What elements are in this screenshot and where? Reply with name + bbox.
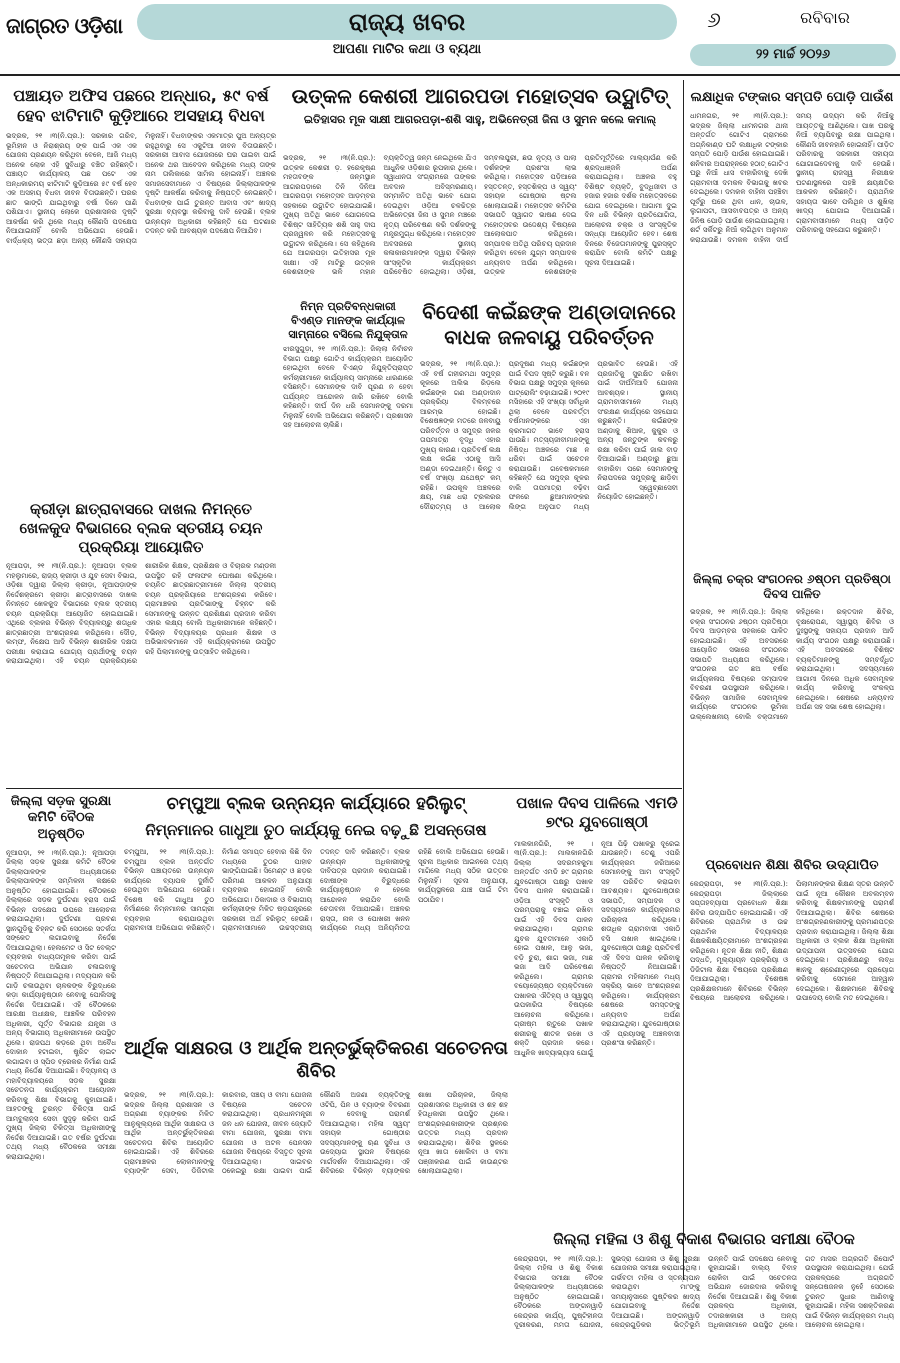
article-fire-day-body: ମାଲକାନଗିରି, ୨୧ ।୩(ନି.ପ୍ର.): ମାଲକାନଗିରି ଜିଲ୍ଲା ସଦରମହକୁମା ଅନ୍ତର୍ଗତ ଏମଡି ୭୯ ଗ୍ରାମର ଯୁବଗୋଷ୍ଠୀ ପକ୍ଷରୁ ପଖାଳ ଦିବସ ପାଳନ କରାଯାଇଛି। ଓଡ଼ିଆ ସଂସ୍କୃତି ଓ ପରମ୍ପରାକୁ ବଞ୍ଚାଇ ରଖିବା ପାଇଁ ଏହି ଦିବସ ପାଳନ କରାଯାଇଥିଲା। ଗ୍ରାମର ଯୁବକ ଯୁବତୀମାନେ ଏକାଠି ହୋଇ ପଖାଳ, ଆଳୁ ଭଜା, ବଡ଼ି ଚୁରା, ଶାଗ ଭଜା, ମାଛ ଭଜା ଆଦି ପରିବେଷଣ କରିଥିଲେ। ଗ୍ରାମର ବୟୋଜ୍ୟେଷ୍ଠ ବ୍ୟକ୍ତିମାନେ ପଖାଳର ଐତିହ୍ୟ ଓ ସ୍ୱାସ୍ଥ୍ୟ ଉପକାରିତା ବିଷୟରେ ଆଲୋଚନା କରିଥିଲେ। ଗ୍ରୀଷ୍ମ ଋତୁରେ ପଖାଳ ଶରୀରକୁ ଶୀତଳ ରଖେ ଓ ଶକ୍ତି ପ୍ରଦାନ କରେ। ଆଧୁନିକ ଖାଦ୍ୟାଭ୍ୟାସ ଯୋଗୁଁ ନୂଆ ପିଢ଼ି ପଖାଳରୁ ଦୂରେଇ ଯାଉଛନ୍ତି। ତେଣୁ ଏପରି କାର୍ଯ୍ୟକ୍ରମ ଜରିଆରେ ସେମାନଙ୍କୁ ଆମ ସଂସ୍କୃତି ସହ ପରିଚିତ କରାଇବା ଆବଶ୍ୟକ। ଯୁବଗୋଷ୍ଠୀର ସଭାପତି, ସମ୍ପାଦକ ଓ ସଦସ୍ୟମାନେ କାର୍ଯ୍ୟକ୍ରମର ପରିଚାଳନା କରିଥିଲେ। ଶତାଧିକ ଗ୍ରାମବାସୀ ଏକାଠି ବସି ପଖାଳ ଖାଇଥିଲେ। ଯୁବଗୋଷ୍ଠୀ ପକ୍ଷରୁ ପ୍ରତିବର୍ଷ ଏହି ଦିବସ ପାଳନ କରିବାକୁ ନିଷ୍ପତ୍ତି ନିଆଯାଇଛି। ଗ୍ରାମର ମହିଳାମାନେ ମଧ୍ୟ ସକ୍ରିୟ ଭାବେ ଅଂଶଗ୍ରହଣ କରିଥିଲେ। କାର୍ଯ୍ୟକ୍ରମ ଶେଷରେ ସମସ୍ତଙ୍କୁ ଧନ୍ୟବାଦ ଅର୍ପଣ କରାଯାଇଥିଲା। ଯୁବଗୋଷ୍ଠୀର ଏହି ପ୍ରୟାସକୁ ଅଞ୍ଚଳବାସୀ ପ୍ରଶଂସା କରିଛନ୍ତି।	[514, 839, 680, 1057]
article-block-dev	[124, 794, 508, 1038]
article-road-safety-headline: ଜିଲ୍ଲା ସଡ଼କ ସୁରକ୍ଷା କମିଟି ବୈଠକ ଅନୁଷ୍ଠିତ	[10, 794, 112, 842]
article-festival	[283, 84, 677, 127]
article-fire-day	[514, 794, 680, 1260]
article-protest-body: ଝାରସୁଗୁଡ଼ା, ୨୧ ।୩(ନି.ପ୍ର.): ଜିଲ୍ଲା ନିର୍ବାଚନ ବିଭାଗ ପକ୍ଷରୁ ଗୋଟିଏ କାର୍ଯ୍ୟକ୍ରମ ଆୟୋଜିତ ହୋଇଥିବା ବେଳେ ବିଏଣ୍ଡ ନିଯୁକ୍ତିପ୍ରାପ୍ତ କର୍ମଚାରୀମାନେ କାର୍ଯ୍ୟାଳୟ ସାମ୍ନାରେ ଧାରଣାରେ ବସିଛନ୍ତି। ସେମାନଙ୍କ ଦାବି ପୂରଣ ନ ହେବା ପର୍ଯ୍ୟନ୍ତ ଆନ୍ଦୋଳନ ଜାରି ରଖିବେ ବୋଲି କହିଛନ୍ତି। ଦୀର୍ଘ ଦିନ ଧରି ସେମାନଙ୍କୁ ଦରମା ମିଳୁନାହିଁ ବୋଲି ଅଭିଯୋଗ କରିଛନ୍ତି। ପ୍ରଶାସନ ସହ ଆଲୋଚନା ଚାଲିଛି।	[283, 345, 413, 430]
article-widow	[6, 86, 276, 432]
article-sports-body: ନୂଆପଡ଼ା, ୨୧ ।୩(ନି.ପ୍ର.): ନୂଆପଡ଼ା ବ୍ଲକ ମହଲୁମାରେ, ରାଜ୍ୟ କ୍ରୀଡ଼ା ଓ ଯୁବ ସେବା ବିଭାଗ, ଓଡ଼ିଶା ଦ୍ୱାରା ଜିଲ୍ଲା କ୍ରୀଡ଼ା, ନୂଆପଡ଼ାଙ୍କ ନିର୍ଦ୍ଦେଶକ୍ରମେ କ୍ରୀଡ଼ା ଛାତ୍ରାବାସରେ ଦାଖଲ ନିମନ୍ତେ ଖେଳକୁଦ ବିଭାଗରେ ବ୍ଲକ ସ୍ତରୀୟ ଚୟନ ପ୍ରକ୍ରିୟା ଆୟୋଜିତ ହୋଇଯାଇଛି। ଏଥିରେ ବ୍ଲକର ବିଭିନ୍ନ ବିଦ୍ୟାଳୟରୁ ଶତାଧିକ ଛାତ୍ରଛାତ୍ରୀ ଅଂଶଗ୍ରହଣ କରିଥିଲେ। ଦୌଡ଼, ଲମ୍ଫ, ନିକ୍ଷେପ ଆଦି ବିଭିନ୍ନ ଶାରୀରିକ ଦକ୍ଷତା ପରୀକ୍ଷା କରାଯାଇ ଯୋଗ୍ୟ ପ୍ରାର୍ଥୀଙ୍କୁ ଚୟନ କରାଯାଇଥିଲା। ଏହି ଚୟନ ପ୍ରକ୍ରିୟାରେ ଶାରୀରିକ ଶିକ୍ଷକ, ପ୍ରଶିକ୍ଷକ ଓ ବିଚାରକ ମଣ୍ଡଳୀ ଉପସ୍ଥିତ ରହି ଫଳାଫଳ ଘୋଷଣା କରିଥିଲେ। ଚୟନିତ ଛାତ୍ରଛାତ୍ରୀମାନେ ଜିଲ୍ଲା ସ୍ତରୀୟ ଚୟନ ପ୍ରକ୍ରିୟାରେ ଅଂଶଗ୍ରହଣ କରିବେ। ଗ୍ରାମାଞ୍ଚଳର ପ୍ରତିଭାଙ୍କୁ ଚିହ୍ନଟ କରି ସେମାନଙ୍କୁ ଉନ୍ନତ ପ୍ରଶିକ୍ଷଣ ପ୍ରଦାନ କରିବା ଏହାର ଲକ୍ଷ୍ୟ ବୋଲି ଅଧିକାରୀମାନେ କହିଛନ୍ତି। ବିଭିନ୍ନ ବିଦ୍ୟାଳୟର ପ୍ରଧାନ ଶିକ୍ଷକ ଓ ଅଭିଭାବକମାନେ ଏହି କାର୍ଯ୍ୟକ୍ରମରେ ଉପସ୍ଥିତ ରହି ପିଲାମାନଙ୍କୁ ଉତ୍ସାହିତ କରିଥିଲେ।	[6, 562, 276, 666]
sidebar-divider	[683, 80, 684, 1280]
article-block-dev-subheadline: ନିମ୍ନମାନର ଗାଧୁଆ ତୁଠ କାର୍ଯ୍ୟକୁ ନେଇ ବଢ଼ୁଛି ଅସନ୍ତୋଷ	[145, 821, 487, 840]
article-lakhs	[690, 90, 894, 542]
article-protest-headline: ନିମ୍ନ ପ୍ରତିବନ୍ଧକାରୀ ବିଏଣ୍ଡ ମାନଙ୍କ କାର୍ଯ୍ୟାଳ ସାମ୍ନାରେ ବସିଲେ ନିଯୁକ୍ତାଳ	[288, 300, 408, 341]
article-climate-headline: ବିଦେଶୀ କଇଁଛଙ୍କ ଅଣ୍ଡାଦାନରେ ବାଧକ ଜଳବାୟୁ ପରିବର୍ତ୍ତନ	[422, 300, 676, 349]
article-awareness-body: କେନ୍ଦ୍ରାପଡ଼ା, ୨୧ ।୩(ନି.ପ୍ର.): କେନ୍ଦ୍ରାପଡ଼ା ଜିଲ୍ଲାରେ ସପ୍ତାହବ୍ୟାପୀ ପ୍ରବୋଧନ ଶିକ୍ଷା ଶିବିର ଉଦ୍ଯାପିତ ହୋଇଯାଇଛି। ଏହି ଶିବିରରେ ପ୍ରାଥମିକ ଓ ଉଚ୍ଚ ପ୍ରାଥମିକ ବିଦ୍ୟାଳୟର ଶିକ୍ଷକଶିକ୍ଷୟିତ୍ରୀମାନେ ଅଂଶଗ୍ରହଣ କରିଥିଲେ। ନୂତନ ଶିକ୍ଷା ନୀତି, ଶିକ୍ଷଣ ପଦ୍ଧତି, ମୂଲ୍ୟାୟନ ପ୍ରକ୍ରିୟା ଓ ଡିଜିଟାଲ ଶିକ୍ଷା ବିଷୟରେ ପ୍ରଶିକ୍ଷଣ ଦିଆଯାଇଥିଲା। ବିଶେଷଜ୍ଞ ପ୍ରଶିକ୍ଷକମାନେ ଶିବିରରେ ବିଭିନ୍ନ ବିଷୟରେ ଆଲୋଚନା କରିଥିଲେ। ପିଲାମାନଙ୍କର ଶିକ୍ଷଣ ସ୍ତର ଉନ୍ନତି ପାଇଁ ନୂଆ କୌଶଳ ଅବଲମ୍ବନ କରିବାକୁ ଶିକ୍ଷକମାନଙ୍କୁ ପରାମର୍ଶ ଦିଆଯାଇଥିଲା। ଶିବିର ଶେଷରେ ଅଂଶଗ୍ରହଣକାରୀଙ୍କୁ ପ୍ରମାଣପତ୍ର ପ୍ରଦାନ କରାଯାଇଥିଲା। ଜିଲ୍ଲା ଶିକ୍ଷା ଅଧିକାରୀ ଓ ବ୍ଲକ ଶିକ୍ଷା ଅଧିକାରୀ ଉଦ୍ଯାପନୀ ଉତ୍ସବରେ ଯୋଗ ଦେଇଥିଲେ। ପ୍ରଶିକ୍ଷଣରୁ ଲବ୍ଧ ଜ୍ଞାନକୁ ଶ୍ରେଣୀଗୃହରେ ପ୍ରୟୋଗ କରିବାକୁ ସେମାନେ ଆହ୍ୱାନ ଦେଇଥିଲେ। ଶିକ୍ଷକମାନେ ଶିବିରକୁ ଉପାଦେୟ ବୋଲି ମତ ଦେଇଥିଲେ।	[690, 880, 894, 1003]
article-widow-headline: ପଞ୍ଚାୟତ ଅଫିସ ପଛରେ ଅନ୍ଧାର, ୫୯ ବର୍ଷ ହେବ ଝାଟିମାଟି କୁଡ଼ିଆରେ ଅସହାୟ ବିଧବା	[13, 86, 269, 125]
article-protest	[283, 300, 413, 705]
article-festival-headline: ଉତ୍କଳ କେଶରୀ ଆଗରପଡା ମହୋତ୍ସବ ଉଦ୍ଘାଟିତ୍	[291, 84, 669, 108]
section-title: ରାଜ୍ୟ ଖବର	[348, 8, 466, 36]
day-name: ରବିବାର	[800, 8, 850, 27]
tagline: ଆପଣା ମାଟିର କଥା ଓ ବ୍ୟଥା	[332, 42, 482, 57]
article-lakhs-headline: ଲକ୍ଷାଧିକ ଟଙ୍କାର ସମ୍ପତି ପୋଡ଼ି ପାଉଁଶ	[690, 90, 894, 105]
article-festival-subheadline: ଇତିହାସର ମୂକ ସାକ୍ଷୀ ଆଗରପଡ଼ା-ଶଶି ସାହୁ, ଅଭିନେତ୍ରୀ ଜିନା ଓ ସୁମନ କଲେ କମାଲ୍	[303, 113, 657, 126]
article-literacy-body: ଭଦ୍ରକ, ୨୧ ।୩(ନି.ପ୍ର.): ଭଦ୍ରକ ଜିଲ୍ଲା ପ୍ରଶାସନ ଓ ଅଗ୍ରଣୀ ବ୍ୟାଙ୍କର ମିଳିତ ଆନୁକୂଲ୍ୟରେ ଆର୍ଥିକ ସାକ୍ଷରତା ଓ ଆର୍ଥିକ ଅନ୍ତର୍ଭୁକ୍ତିକରଣ ସଚେତନତା ଶିବିର ଆୟୋଜିତ ହୋଇଯାଇଛି। ଏହି ଶିବିରରେ ଗ୍ରାମାଞ୍ଚଳର ଲୋକମାନଙ୍କୁ ବ୍ୟାଙ୍କିଂ ସେବା, ଡିଜିଟାଲ କାରବାର, ସଞ୍ଚୟ ଓ ବୀମା ଯୋଜନା ବିଷୟରେ ସଚେତନ କରାଯାଇଥିଲା। ପ୍ରଧାନମନ୍ତ୍ରୀ ଜନ ଧନ ଯୋଜନା, ଜୀବନ ଜ୍ୟୋତି ବୀମା ଯୋଜନା, ସୁରକ୍ଷା ବୀମା ଯୋଜନା ଓ ଅଟଳ ପେନସନ ଯୋଜନା ବିଷୟରେ ବିସ୍ତୃତ ସୂଚନା ଦିଆଯାଇଥିଲା। ସାଇବର ଠକେଇରୁ ରକ୍ଷା ପାଇବା ପାଇଁ କୌଣସି ଅଜଣା ବ୍ୟକ୍ତିଙ୍କୁ ଓଟିପି, ପିନ ଓ ବ୍ୟାଙ୍କ ବିବରଣୀ ନ ଦେବାକୁ ପରାମର୍ଶ ଦିଆଯାଇଥିଲା। ମହିଳା ସ୍ୱୟଂ ସହାୟକ ଗୋଷ୍ଠୀର ସଦସ୍ୟମାନଙ୍କୁ ଋଣ ସୁବିଧା ଓ ଉଦ୍ୟୋଗ ସ୍ଥାପନ ବିଷୟରେ ମାର୍ଗଦର୍ଶନ ଦିଆଯାଇଥିଲା। ଏହି ଶିବିରରେ ବିଭିନ୍ନ ବ୍ୟାଙ୍କର ଶାଖା ପରିଚାଳକ, ଜିଲ୍ଲା ପ୍ରଶାସନର ଅଧିକାରୀ ଓ ଶହ ଶହ ହିତାଧିକାରୀ ଉପସ୍ଥିତ ଥିଲେ। ଅଂଶଗ୍ରହଣକାରୀଙ୍କ ପ୍ରଶ୍ନର ଉତ୍ତର ମଧ୍ୟ ପ୍ରଦାନ କରାଯାଇଥିଲା। ଶିବିର ସ୍ଥଳରେ ନୂଆ ଖାତା ଖୋଲିବା ଓ ବୀମା ପଞ୍ଜୀକରଣ ପାଇଁ କାଉଣ୍ଟର ଖୋଲାଯାଇଥିଲା।	[124, 1091, 508, 1175]
page-number: ୬	[707, 8, 721, 33]
article-women-child-body: କେନ୍ଦ୍ରାପଡ଼ା, ୨୧ ।୩(ନି.ପ୍ର.): ଜିଲ୍ଲା ମହିଳା ଓ ଶିଶୁ ବିକାଶ ବିଭାଗର ସମୀକ୍ଷା ବୈଠକ ଜିଲ୍ଲାପାଳଙ୍କ ଅଧ୍ୟକ୍ଷତାରେ ଅନୁଷ୍ଠିତ ହୋଇଯାଇଛି। ବୈଠକରେ ଅଙ୍ଗନୱାଡ଼ି କେନ୍ଦ୍ରର କାର୍ଯ୍ୟ, ପୁଷ୍ଟିହୀନତା ଦୂରୀକରଣ, ମମତା ଯୋଜନା, ସୁଭଦ୍ରା ଯୋଜନା ଓ ଶିଶୁ ସୁରକ୍ଷା ଯୋଜନାର ସମୀକ୍ଷା କରାଯାଇଥିଲା। ଗର୍ଭବତୀ ମହିଳା ଓ ସ୍ତନ୍ୟପାନ କରାଉଥିବା ମା'ଙ୍କୁ ସମୟାନୁସାରେ ପୁଷ୍ଟିକର ଖାଦ୍ୟ ଯୋଗାଇବାକୁ ନିର୍ଦ୍ଦେଶ ଦିଆଯାଇଛି। ଅଙ୍ଗନୱାଡ଼ି କେନ୍ଦ୍ରଗୁଡ଼ିକର ଭିତ୍ତିଭୂମି ଉନ୍ନତି ପାଇଁ ପଦକ୍ଷେପ ନେବାକୁ କୁହାଯାଇଛି। ବାଲ୍ୟ ବିବାହ ରୋକିବା ପାଇଁ ସଚେତନତା ଅଭିଯାନ ଜୋରଦାର କରିବାକୁ ନିର୍ଦ୍ଦେଶ ଦିଆଯାଇଛି। ଶିଶୁ ବିକାଶ ପ୍ରକଳ୍ପ ଅଧିକାରୀ, ତଦାରଖକାରୀ ଓ ଅନ୍ୟ ଅଧିକାରୀମାନେ ଉପସ୍ଥିତ ଥିଲେ। ଗତ ମାସର ଅଗ୍ରଗତି ରିପୋର୍ଟ ଉପସ୍ଥାପନ କରାଯାଇଥିଲା। ଯେଉଁ ପ୍ରକଳ୍ପରେ ଅଗ୍ରଗତି ସନ୍ତୋଷଜନକ ନୁହେଁ ସେଠାରେ ତୁରନ୍ତ ସୁଧାର ଆଣିବାକୁ କୁହାଯାଇଛି। ମହିଳା ସଶକ୍ତିକରଣ ପାଇଁ ବିଭିନ୍ନ କାର୍ଯ୍ୟକ୍ରମ ମଧ୍ୟ ଆଲୋଚନା ହୋଇଥିଲା।	[514, 1254, 894, 1330]
issue-date: ୨୨ ମାର୍ଚ୍ଚ ୨୦୨୬	[690, 44, 896, 66]
article-climate-body: ଭଦ୍ରକ, ୨୧ ।୩(ନି.ପ୍ର.): ଏହି ବର୍ଷ ଗହୀରମଥା ସମୁଦ୍ର କୂଳରେ ଅଲିଭ ରିଡ଼ଲେ କଇଁଛଙ୍କ ଗଣ ଅଣ୍ଡାଦାନ ପ୍ରକ୍ରିୟା ବିଳମ୍ବରେ ଆରମ୍ଭ ହୋଇଛି। ବିଶେଷଜ୍ଞଙ୍କ ମତରେ ଜଳବାୟୁ ପରିବର୍ତ୍ତନ ଓ ସମୁଦ୍ର ଜଳର ତାପମାତ୍ରା ବୃଦ୍ଧି ଏହାର ମୁଖ୍ୟ କାରଣ। ପ୍ରତିବର୍ଷ ଲକ୍ଷ ଲକ୍ଷ କଇଁଛ ଏଠାକୁ ଆସି ଅଣ୍ଡା ଦେଇଥାନ୍ତି। କିନ୍ତୁ ଏ ବର୍ଷ ସଂଖ୍ୟା ଯଥେଷ୍ଟ କମ୍ ରହିଛି। ଉପକୂଳ ଅଞ୍ଚଳରେ କ୍ଷୟ, ମାଛ ଧରା ଟ୍ରଲରର ଦୌରାତ୍ମ୍ୟ ଓ ଆଲୋକ ପ୍ରଦୂଷଣ ମଧ୍ୟ କଇଁଛଙ୍କ ପାଇଁ ବିପଦ ସୃଷ୍ଟି କରୁଛି। ବନ ବିଭାଗ ପକ୍ଷରୁ ସମୁଦ୍ର କୂଳରେ ପାଟ୍ରୋଲିଂ ବଢ଼ାଯାଇଛି। ୨୦୧୯ ମସିହାରେ ଏହି ସଂଖ୍ୟା ସର୍ବାଧିକ ଥିଲା ବେଳେ ପରବର୍ତ୍ତୀ ବର୍ଷମାନଙ୍କରେ ଏହା କ୍ରମାଗତ ଭାବେ ହ୍ରାସ ପାଉଛି। ମତ୍ସ୍ୟଜୀବୀମାନଙ୍କୁ ନିଷିଦ୍ଧ ଅଞ୍ଚଳରେ ମାଛ ନ ଧରିବା ପାଇଁ ସଚେତନ କରାଯାଉଛି। ଗବେଷକମାନେ କହିଛନ୍ତି ଯେ ସମୁଦ୍ର କୂଳର ବାଲି ତାପମାତ୍ରା ବଢ଼ିବା ଫଳରେ ଛୁଆମାନଙ୍କର ଲିଙ୍ଗ ଅନୁପାତ ମଧ୍ୟ ପ୍ରଭାବିତ ହେଉଛି। ଏହି ପ୍ରଜାତିକୁ ସୁରକ୍ଷିତ ରଖିବା ପାଇଁ ଦୀର୍ଘମିଆଦି ଯୋଜନା ଆବଶ୍ୟକ। ସ୍ଥାନୀୟ ଗ୍ରାମବାସୀମାନେ ମଧ୍ୟ ସଂରକ୍ଷଣ କାର୍ଯ୍ୟରେ ସହଯୋଗ କରୁଛନ୍ତି। କଇଁଛଙ୍କ ଅଣ୍ଡାକୁ ଶିଆଳ, କୁକୁର ଓ ଅନ୍ୟ ଜନ୍ତୁଙ୍କ କବଳରୁ ରକ୍ଷା କରିବା ପାଇଁ ଜାଲ ବାଡ଼ ଦିଆଯାଇଛି। ଅଣ୍ଡାରୁ ଛୁଆ ବାହାରିବା ପରେ ସେମାନଙ୍କୁ ନିରାପଦରେ ସମୁଦ୍ରକୁ ଛାଡ଼ିବା ପାଇଁ ସ୍ୱେଚ୍ଛାସେବୀ ନିୟୋଜିତ ହୋଇଛନ୍ତି।	[420, 360, 678, 511]
article-women-child-headline: ଜିଲ୍ଲା ମହିଳା ଓ ଶିଶୁ ବିକାଶ ବିଭାଗର ସମୀକ୍ଷା ବୈଠକ	[553, 1230, 855, 1248]
section-rule-1	[6, 788, 682, 789]
article-literacy	[124, 1038, 508, 1291]
article-awareness	[690, 858, 894, 1180]
article-road-safety	[6, 794, 116, 1319]
article-consumer-day-body: ଭଦ୍ରକ, ୨୧ ।୩(ନି.ପ୍ର.): ଜିଲ୍ଲା ଚକ୍ର ସଂଗଠନର ୬ଷ୍ଠମ ପ୍ରତିଷ୍ଠା ଦିବସ ଆଡ଼ମ୍ବର ସହକାରେ ପାଳିତ ହୋଇଯାଇଛି। ଏହି ଅବସରରେ ଆୟୋଜିତ ସଭାରେ ସଂଗଠନର ସଭାପତି ଅଧ୍ୟକ୍ଷତା କରିଥିଲେ। ସଂଗଠନର ଗତ ଛଅ ବର୍ଷର କାର୍ଯ୍ୟକଳାପ ବିଷୟରେ ସମ୍ପାଦକ ବିବରଣୀ ଉପସ୍ଥାପନ କରିଥିଲେ। ବିଭିନ୍ନ ସାମାଜିକ ସେବାମୂଳକ କାର୍ଯ୍ୟରେ ସଂଗଠନର ଭୂମିକା ଉଲ୍ଲେଖନୀୟ ବୋଲି ବକ୍ତାମାନେ କହିଥିଲେ। ରକ୍ତଦାନ ଶିବିର, ବୃକ୍ଷରୋପଣ, ସ୍ୱାସ୍ଥ୍ୟ ଶିବିର ଓ ଦୁଃସ୍ଥଙ୍କୁ ସହାୟତା ପ୍ରଦାନ ଆଦି କାର୍ଯ୍ୟ ସଂଗଠନ ପକ୍ଷରୁ କରାଯାଉଛି। ଏହି ଅବସରରେ ବିଶିଷ୍ଟ ବ୍ୟକ୍ତିମାନଙ୍କୁ ସମ୍ବର୍ଦ୍ଧିତ କରାଯାଇଥିଲା। ସଦସ୍ୟମାନେ ଆଗାମୀ ଦିନରେ ଅଧିକ ସେବାମୂଳକ କାର୍ଯ୍ୟ କରିବାକୁ ସଂକଳ୍ପ ନେଇଥିଲେ। ଶେଷରେ ଧନ୍ୟବାଦ ଅର୍ପଣ ସହ ସଭା ଶେଷ ହୋଇଥିଲା।	[690, 608, 894, 721]
article-sports-headline: କ୍ରୀଡ଼ା ଛାତ୍ରାବାସରେ ଦାଖଲ ନିମନ୍ତେ ଖେଳକୁଦ ବିଭାଗରେ ବ୍ଲକ ସ୍ତରୀୟ ଚୟନ ପ୍ରକ୍ରିୟା ଆୟୋଜିତ	[19, 500, 263, 556]
masthead	[0, 0, 900, 74]
article-lakhs-body: ଧାମନଗର, ୨୧ ।୩(ନି.ପ୍ର.): ଭଦ୍ରକ ଜିଲ୍ଲା ଧାମନଗର ଥାନା ଅନ୍ତର୍ଗତ ଗୋଟିଏ ଗ୍ରାମରେ ଅଗ୍ନିକାଣ୍ଡ ଘଟି ଲକ୍ଷାଧିକ ଟଙ୍କାର ସମ୍ପତି ପୋଡ଼ି ପାଉଁଶ ହୋଇଯାଇଛି। ଶନିବାର ଅପରାହ୍ନରେ ହଠାତ୍ ଗୋଟିଏ ଘରୁ ନିଆଁ ଧାସ ବାହାରିବାକୁ ଦେଖି ଗ୍ରାମବାସୀ ଦମକଳ ବିଭାଗକୁ ଖବର ଦେଇଥିଲେ। ଦମକଳ ବାହିନୀ ପହଞ୍ଚିବା ପୂର୍ବରୁ ଘରେ ଥିବା ଧାନ, ଚାଉଳ, ଲୁଗାପଟା, ଆସବାବପତ୍ର ଓ ଅନ୍ୟ ଜିନିଷ ପୋଡ଼ି ପାଉଁଶ ହୋଇଯାଇଥିଲା। ଶର୍ଟ ସର୍କିଟରୁ ନିଆଁ ଲାଗିଥିବା ଅନୁମାନ କରାଯାଉଛି। ଦମକଳ ବାହିନୀ ଦୀର୍ଘ ସମୟ ଉଦ୍ୟମ କରି ନିଆଁକୁ ଆୟତ୍ତକୁ ଆଣିଥିଲେ। ପାଖ ଘରକୁ ନିଆଁ ବ୍ୟାପିବାରୁ ରକ୍ଷା ପାଇଥିଲା। କୌଣସି ଜୀବନହାନି ହୋଇନାହିଁ। ପୀଡ଼ିତ ପରିବାରକୁ ସରକାରୀ ସହାୟତା ଯୋଗାଇଦେବାକୁ ଦାବି ହେଉଛି। ସ୍ଥାନୀୟ ରାଜସ୍ୱ ନିରୀକ୍ଷକ ଘଟଣାସ୍ଥଳରେ ପହଞ୍ଚି କ୍ଷୟକ୍ଷତିର ଆକଳନ କରିଛନ୍ତି। ପ୍ରାଥମିକ ସହାୟତା ଭାବେ ପଲିଥିନ ଓ ଶୁଖିଲା ଖାଦ୍ୟ ଯୋଗାଇ ଦିଆଯାଇଛି। ଗ୍ରାମବାସୀମାନେ ମଧ୍ୟ ପୀଡ଼ିତ ପରିବାରକୁ ସହଯୋଗ କରୁଛନ୍ତି।	[690, 112, 894, 244]
article-festival-body: ଭଦ୍ରକ, ୨୧ ।୩(ନି.ପ୍ର.): ଉତ୍କଳ କେଶରୀ ଡ଼. ହରେକୃଷ୍ଣ ମହତାବଙ୍କ ଜନ୍ମସ୍ଥାନ ଆଗରପଡ଼ାରେ ତିନି ଦିନିଆ ଆଗରପଡ଼ା ମହୋତ୍ସବ ଆଡ଼ମ୍ବର ସହକାରେ ଉଦ୍ଘାଟିତ ହୋଇଯାଇଛି। ମୁଖ୍ୟ ଅତିଥି ଭାବେ ଯୋଗଦେଇ ବିଶିଷ୍ଟ ସାହିତ୍ୟିକ ଶଶି ସାହୁ ଦୀପ ପ୍ରଜ୍ୱଳନ କରି ମହୋତ୍ସବକୁ ଉଦ୍ଘାଟନ କରିଥିଲେ। ସେ କହିଥିଲେ ଯେ ଆଗରପଡ଼ା ଇତିହାସର ମୂକ ସାକ୍ଷୀ। ଏହି ମାଟିରୁ ଉତ୍କଳ କେଶରୀଙ୍କ ଭଳି ମହାନ ବ୍ୟକ୍ତିତ୍ୱ ଜନ୍ମ ନେଇଥିଲେ ଯିଏ ଆଧୁନିକ ଓଡ଼ିଶାର ରୂପକାର ଥିଲେ। ସ୍ୱାଧୀନତା ସଂଗ୍ରାମରେ ତାଙ୍କର ଅବଦାନ ଅବିସ୍ମରଣୀୟ। ସମ୍ମାନିତ ଅତିଥି ଭାବେ ଯୋଗ ଦେଇଥିବା ଓଡ଼ିଆ ଚଳଚ୍ଚିତ୍ର ଅଭିନେତ୍ରୀ ଜିନା ଓ ସୁମନ ମଞ୍ଚରେ ନୃତ୍ୟ ପରିବେଷଣ କରି ଦର୍ଶକଙ୍କୁ ମନ୍ତ୍ରମୁଗ୍ଧ କରିଥିଲେ। ମହୋତ୍ସବ ଅବସରରେ ସ୍ଥାନୀୟ କଳାକାରମାନଙ୍କ ଦ୍ୱାରା ବିଭିନ୍ନ ସାଂସ୍କୃତିକ କାର୍ଯ୍ୟକ୍ରମ ପରିବେଷିତ ହୋଇଥିଲା। ଓଡ଼ିଶୀ, ସମ୍ବଲପୁରୀ, ଛଉ ନୃତ୍ୟ ଓ ପାଲା ଦର୍ଶକଙ୍କ ପ୍ରଶଂସା ଲାଭ କରିଥିଲା। ମହୋତ୍ସବ ପଡ଼ିଆରେ ହସ୍ତତନ୍ତ, ହସ୍ତଶିଳ୍ପ ଓ ସ୍ୱୟଂ ସହାୟକ ଗୋଷ୍ଠୀର ଷ୍ଟଲ ଖୋଲାଯାଇଛି। ମହୋତ୍ସବ କମିଟିର ସଭାପତି ସ୍ୱାଗତ ଭାଷଣ ଦେଇ ମହୋତ୍ସବର ଉଦ୍ଦେଶ୍ୟ ବିଷୟରେ ଆଲୋକପାତ କରିଥିଲେ। ସମ୍ପାଦକ ଅତିଥି ପରିଚୟ ପ୍ରଦାନ କରିଥିବା ବେଳେ ଯୁଗ୍ମ ସମ୍ପାଦକ ଧନ୍ୟବାଦ ଅର୍ପଣ କରିଥିଲେ। ଉତ୍କଳ କେଶରୀଙ୍କ ପ୍ରତିମୂର୍ତ୍ତିରେ ମାଲ୍ୟାର୍ପଣ କରି ଶ୍ରଦ୍ଧାଞ୍ଜଳି ଅର୍ପଣ କରାଯାଇଥିଲା। ଅଞ୍ଚଳର ବହୁ ବିଶିଷ୍ଟ ବ୍ୟକ୍ତି, ବୁଦ୍ଧିଜୀବୀ ଓ ହଜାର ହଜାର ଦର୍ଶକ ମହୋତ୍ସବରେ ଯୋଗ ଦେଇଥିଲେ। ଆଗାମୀ ଦୁଇ ଦିନ ଧରି ବିଭିନ୍ନ ପ୍ରତିଯୋଗିତା, ଆଲୋଚନା ଚକ୍ର ଓ ସାଂସ୍କୃତିକ ସନ୍ଧ୍ୟା ଆୟୋଜିତ ହେବ। ଶେଷ ଦିନରେ ବିଜେତାମାନଙ୍କୁ ପୁରସ୍କୃତ କରାଯିବ ବୋଲି କମିଟି ପକ୍ଷରୁ ସୂଚନା ଦିଆଯାଇଛି।	[283, 154, 677, 276]
article-widow-body: ଭଦ୍ରକ, ୨୧ ।୩(ନି.ପ୍ର.): ସରକାର ଗରିବ, ଭୂମିହୀନ ଓ ନିରାଶ୍ରୟ ଙ୍କ ପାଇଁ ଏକ ଏକ ଯୋଜନା ପ୍ରଣୟନ କରିଥିବା ବେଳେ, ଆଜି ମଧ୍ୟ ଅନେକ ଲୋକ ଏହି ସୁବିଧାରୁ ବଞ୍ଚିତ ରହିଛନ୍ତି। ପଞ୍ଚାୟତ କାର୍ଯ୍ୟାଳୟ ପଛ ପଟେ ଏକ ଅନ୍ଧକାରମୟ ଝାଟିମାଟି କୁଡ଼ିଆରେ ୫୯ ବର୍ଷ ହେବ ଏକ ଅସହାୟ ବିଧବା ଜୀବନ ବିତାଉଛନ୍ତି। ଘରର ଛାତ ଭାଙ୍ଗି ଯାଇଥିବାରୁ ବର୍ଷା ଦିନେ ପାଣି ପଶିଯାଏ। ସ୍ଥାନୀୟ ଲୋକେ ପ୍ରଶାସନର ଦୃଷ୍ଟି ଆକର୍ଷଣ କରି ଥିଲେ ମଧ୍ୟ କୌଣସି ପଦକ୍ଷେପ ନିଆଯାଇନାହିଁ ବୋଲି ଅଭିଯୋଗ ହେଉଛି। ବାର୍ଦ୍ଧକ୍ୟ ଭତ୍ତା ଛଡ଼ା ଅନ୍ୟ କୌଣସି ସହାୟତା ମିଳୁନାହିଁ। ବିଧବାଙ୍କର ଏକମାତ୍ର ପୁଅ ଅନ୍ୟତ୍ର ରହୁଥିବାରୁ ସେ ଏକୁଟିଆ ଜୀବନ ବିତାଉଛନ୍ତି। ସରକାରୀ ଆବାସ ଯୋଜନାରେ ଘର ପାଇବା ପାଇଁ ଅନେକ ଥର ଆବେଦନ କରିଥିଲେ ମଧ୍ୟ ତାଙ୍କ ନାମ ତାଲିକାରେ ସାମିଲ ହୋଇନାହିଁ। ଅଞ୍ଚଳର ସମାଜସେବୀମାନେ ଏ ବିଷୟରେ ଜିଲ୍ଲାପାଳଙ୍କ ଦୃଷ୍ଟି ଆକର୍ଷଣ କରିବାକୁ ନିଷ୍ପତ୍ତି ନେଇଛନ୍ତି। ବିଧବାଙ୍କ ପାଇଁ ତୁରନ୍ତ ଆବାସ ଏବଂ ଖାଦ୍ୟ ସୁରକ୍ଷା ବ୍ୟବସ୍ଥା କରିବାକୁ ଦାବି ହେଉଛି। ବ୍ଲକ ଉନ୍ନୟନ ଅଧିକାରୀ କହିଛନ୍ତି ଯେ ଘଟଣାର ତଦନ୍ତ କରି ଆବଶ୍ୟକ ପଦକ୍ଷେପ ନିଆଯିବ।	[6, 132, 276, 245]
article-literacy-headline: ଆର୍ଥିକ ସାକ୍ଷରତା ଓ ଆର୍ଥିକ ଅନ୍ତର୍ଭୁକ୍ତିକରଣ ସଚେତନତା ଶିବିର	[124, 1038, 508, 1082]
article-consumer-day	[690, 572, 894, 858]
article-block-dev-body: ଚମ୍ପୁଆ, ୨୧ ।୩(ନି.ପ୍ର.): ଚମ୍ପୁଆ ବ୍ଲକ ଅନ୍ତର୍ଗତ ବିଭିନ୍ନ ପଞ୍ଚାୟତରେ ଉନ୍ନୟନ କାର୍ଯ୍ୟରେ ବ୍ୟାପକ ଦୁର୍ନୀତି ହେଉଥିବା ଅଭିଯୋଗ ହେଉଛି। ବିଶେଷ କରି ଗାଧୁଆ ତୁଠ ନିର୍ମାଣରେ ନିମ୍ନମାନର ସାମଗ୍ରୀ ବ୍ୟବହାର କରାଯାଉଥିବା ଗ୍ରାମବାସୀ ଅଭିଯୋଗ କରିଛନ୍ତି। ନିର୍ମାଣ ସମାପ୍ତ ହେବାର କିଛି ଦିନ ମଧ୍ୟରେ ତୁଠର ପାହାଚ ଭାଙ୍ଗିଯାଇଛି। ସିମେଣ୍ଟ ଓ ଛଡ଼ର ପରିମାଣ ଆକଳନ ଅନୁଯାୟୀ ବ୍ୟବହାର ହୋଇନାହିଁ ବୋଲି ଅଭିଯୋଗ। ଠିକାଦାର ଓ ବିଭାଗୀୟ କର୍ମଚାରୀଙ୍କ ମିଳିତ ଷଡ଼ଯନ୍ତ୍ରରେ ସରକାରୀ ଅର୍ଥ ହରିଲୁଟ୍ ହେଉଛି। ଗ୍ରାମବାସୀମାନେ ଉଚ୍ଚସ୍ତରୀୟ ତଦନ୍ତ ଦାବି କରିଛନ୍ତି। ବ୍ଲକ ଉନ୍ନୟନ ଅଧିକାରୀଙ୍କୁ ଦାବିପତ୍ର ପ୍ରଦାନ କରାଯାଇଛି। ଦୋଷୀଙ୍କ ବିରୁଦ୍ଧରେ କାର୍ଯ୍ୟାନୁଷ୍ଠାନ ନ ହେଲେ ଆନ୍ଦୋଳନ କରାଯିବ ବୋଲି ଚେତାବନୀ ଦିଆଯାଇଛି। ଅଞ୍ଚଳର ରାସ୍ତା, ନାଳ ଓ ପୋଖରୀ ଖନନ କାର୍ଯ୍ୟରେ ମଧ୍ୟ ଅନିୟମିତତା ରହିଛି ବୋଲି ଅଭିଯୋଗ ହେଉଛି। ସୂଚନା ଅଧିକାର ଆଇନରେ ତଥ୍ୟ ମାଗିଲେ ମଧ୍ୟ ସଠିକ ଉତ୍ତର ମିଳୁନାହିଁ। ସୂଚନା ଅନୁଯାୟୀ, କାର୍ଯ୍ୟସ୍ଥଳରେ ଯାଞ୍ଚ ପାଇଁ ଟିମ ପଠାଯିବ।	[124, 848, 508, 932]
article-road-safety-body: ନୂଆପଡ଼ା, ୨୧ ।୩(ନି.ପ୍ର.): ନୂଆପଡ଼ା ଜିଲ୍ଲା ସଡ଼କ ସୁରକ୍ଷା କମିଟି ବୈଠକ ଜିଲ୍ଲାପାଳଙ୍କ ଅଧ୍ୟକ୍ଷତାରେ ଜିଲ୍ଲାପାଳଙ୍କ ସମ୍ମିଳନୀ କକ୍ଷରେ ଅନୁଷ୍ଠିତ ହୋଇଯାଇଛି। ବୈଠକରେ ଜିଲ୍ଲାରେ ସଡ଼କ ଦୁର୍ଘଟଣା ହ୍ରାସ ପାଇଁ ବିଭିନ୍ନ ପଦକ୍ଷେପ ଉପରେ ଆଲୋଚନା କରାଯାଇଥିଲା। ଦୁର୍ଘଟଣା ପ୍ରବଣ ସ୍ଥାନଗୁଡ଼ିକୁ ଚିହ୍ନଟ କରି ସେଠାରେ ସତର୍କତା ସଙ୍କେତ ଲଗାଇବାକୁ ନିର୍ଦ୍ଦେଶ ଦିଆଯାଇଥିଲା। ହେଲମେଟ ଓ ସିଟ ବେଲ୍ଟ ବ୍ୟବହାର ବାଧ୍ୟତାମୂଳକ କରିବା ପାଇଁ ସଚେତନତା ଅଭିଯାନ ଚଳାଇବାକୁ ନିଷ୍ପତ୍ତି ନିଆଯାଇଥିଲା। ମଦ୍ୟପାନ କରି ଗାଡ଼ି ଚଳାଉଥିବା ଚାଳକଙ୍କ ବିରୁଦ୍ଧରେ କଡ଼ା କାର୍ଯ୍ୟାନୁଷ୍ଠାନ ନେବାକୁ ପୋଲିସକୁ ନିର୍ଦ୍ଦେଶ ଦିଆଯାଇଛି। ଏହି ବୈଠକରେ ଆରକ୍ଷୀ ଅଧୀକ୍ଷକ, ଆଞ୍ଚଳିକ ପରିବହନ ଅଧିକାରୀ, ପୂର୍ତ୍ତ ବିଭାଗର ଯନ୍ତ୍ରୀ ଓ ଅନ୍ୟ ବିଭାଗୀୟ ଅଧିକାରୀମାନେ ଉପସ୍ଥିତ ଥିଲେ। ରାଜପଥ କଡ଼ରେ ଥିବା ଅବୈଧ ଦୋକାନ ହଟାଇବା, ଷ୍ଟ୍ରିଟ ଲାଇଟ ଲଗାଇବା ଓ ସ୍ପିଡ ବ୍ରେକର ନିର୍ମାଣ ପାଇଁ ମଧ୍ୟ ନିର୍ଦ୍ଦେଶ ଦିଆଯାଇଛି। ବିଦ୍ୟାଳୟ ଓ ମହାବିଦ୍ୟାଳୟରେ ସଡ଼କ ସୁରକ୍ଷା ସଚେତନତା କାର୍ଯ୍ୟକ୍ରମ ଆୟୋଜନ କରିବାକୁ ଶିକ୍ଷା ବିଭାଗକୁ କୁହାଯାଇଛି। ଆହତଙ୍କୁ ତୁରନ୍ତ ଚିକିତ୍ସା ପାଇଁ ଆମ୍ବୁଲାନ୍ସ ସେବା ସୁଦୃଢ଼ କରିବା ପାଇଁ ମୁଖ୍ୟ ଜିଲ୍ଲା ଚିକିତ୍ସା ଅଧିକାରୀଙ୍କୁ ନିର୍ଦ୍ଦେଶ ଦିଆଯାଇଛି। ଗତ ବର୍ଷର ଦୁର୍ଘଟଣା ତଥ୍ୟ ମଧ୍ୟ ବୈଠକରେ ସମୀକ୍ଷା କରାଯାଇଥିଲା।	[6, 848, 116, 1161]
article-block-dev-headline: ଚମ୍ପୁଆ ବ୍ଲକ ଉନ୍ନୟନ କାର୍ଯ୍ୟାରେ ହରିଲୁଟ୍	[166, 794, 466, 814]
article-women-child	[514, 1230, 894, 1345]
article-climate	[420, 300, 678, 650]
article-fire-day-headline: ପଖାଳ ଦିବସ ପାଳିଲେ ଏମଡି ୭୯ର ଯୁବଗୋଷ୍ଠୀ	[516, 794, 678, 831]
article-consumer-day-headline: ଜିଲ୍ଲା ଚକ୍ର ସଂଗଠନର ୬ଷ୍ଠମ ପ୍ରତିଷ୍ଠା ଦିବସ ପାଳିତ	[693, 572, 891, 601]
article-sports	[6, 500, 276, 832]
newspaper-logo: ଜାଗ୍ରତ ଓଡ଼ିଶା	[6, 14, 123, 38]
masthead-rule	[0, 74, 900, 76]
article-awareness-headline: ପ୍ରବୋଧନ ଶିକ୍ଷା ଶିବିର ଉଦ୍ଯାପିତ	[705, 858, 879, 873]
